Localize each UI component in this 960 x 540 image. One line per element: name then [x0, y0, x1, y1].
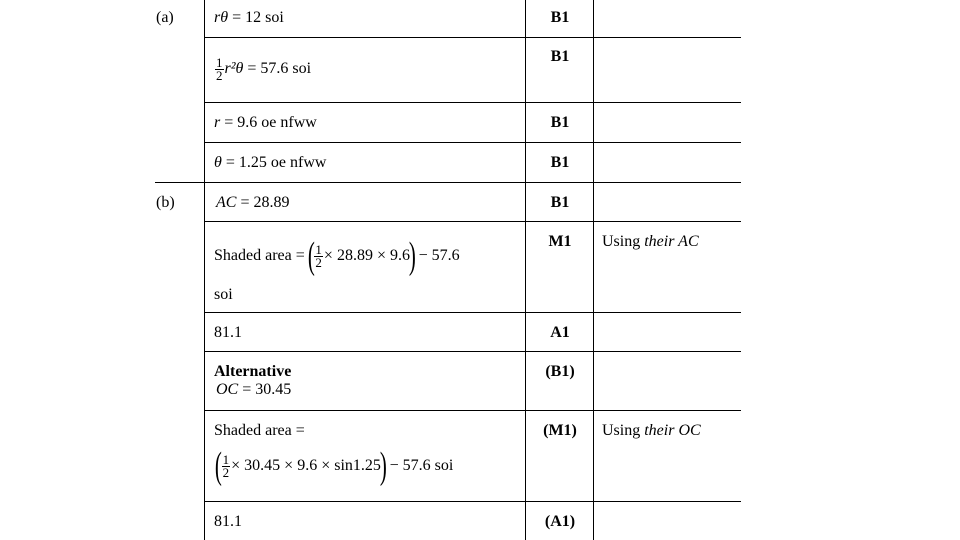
bracket-open: (	[214, 445, 222, 488]
mark-cell: A1	[550, 324, 570, 341]
answer-text: = 9.6 oe nfww	[220, 114, 317, 131]
answer-cell	[216, 194, 289, 212]
mark-cell: (B1)	[545, 363, 575, 380]
answer-cell	[214, 154, 326, 172]
row-divider	[204, 102, 741, 103]
answer-cell	[214, 236, 460, 276]
mark-cell: B1	[550, 154, 570, 171]
math-expression: rθ	[214, 9, 229, 26]
mark-cell: (M1)	[543, 422, 577, 439]
mark-cell: B1	[550, 114, 570, 131]
answer-text: = 1.25 oe nfww	[221, 154, 327, 171]
answer-text: = 12 soi	[228, 9, 284, 26]
math-expression: × 30.45 × 9.6 × sin1.25	[231, 457, 381, 474]
mark-cell: M1	[548, 233, 572, 250]
comment-cell	[602, 422, 701, 440]
answer-cell	[216, 381, 291, 399]
comment-text: their OC	[644, 422, 701, 439]
bracket-close: )	[408, 235, 416, 278]
answer-text: = 28.89	[236, 194, 290, 211]
row-divider	[204, 221, 741, 222]
fraction-numerator: 1	[315, 241, 322, 257]
answer-text: = 57.6 soi	[243, 60, 312, 77]
mark-cell: B1	[550, 48, 570, 65]
row-divider	[204, 410, 741, 411]
comment-text: Using	[602, 422, 645, 439]
answer-cell: 81.1	[214, 513, 242, 530]
answer-text: − 57.6	[414, 247, 460, 264]
mark-cell: B1	[550, 9, 570, 26]
comment-cell	[602, 233, 699, 251]
fraction	[314, 241, 323, 270]
column-divider-part	[204, 0, 205, 540]
fraction	[215, 54, 224, 83]
fraction-denominator: 2	[222, 464, 230, 480]
row-divider	[204, 142, 741, 143]
comment-text: their AC	[644, 233, 699, 250]
part-label-a: (a)	[156, 9, 174, 26]
fraction	[222, 451, 231, 480]
row-divider	[204, 501, 741, 502]
row-divider	[204, 37, 741, 38]
answer-cell	[214, 9, 284, 27]
math-expression: AC	[216, 194, 237, 211]
answer-text: − 57.6 soi	[385, 457, 454, 474]
math-expression: × 28.89 × 9.6	[323, 247, 410, 264]
column-divider-answer	[525, 0, 526, 540]
column-divider-mark	[593, 0, 594, 540]
alternative-heading: Alternative	[214, 363, 292, 380]
fraction-denominator: 2	[315, 254, 322, 270]
answer-cell: 81.1	[214, 324, 242, 341]
mark-cell: B1	[550, 194, 570, 211]
part-label-b: (b)	[156, 194, 175, 211]
answer-label: Shaded area =	[214, 422, 305, 439]
fraction-denominator: 2	[216, 67, 223, 83]
answer-cell	[214, 114, 317, 132]
row-divider	[155, 182, 741, 183]
answer-text: Shaded area =	[214, 247, 309, 264]
answer-cell	[216, 446, 453, 486]
bracket-close: )	[379, 445, 387, 488]
math-expression: r²θ	[224, 60, 244, 77]
answer-text: = 30.45	[238, 381, 292, 398]
fraction-numerator: 1	[216, 54, 223, 70]
math-expression: θ	[214, 154, 222, 171]
row-divider	[204, 312, 741, 313]
fraction-numerator: 1	[222, 451, 230, 467]
mark-cell: (A1)	[544, 513, 576, 530]
bracket-open: (	[307, 235, 315, 278]
comment-text: Using	[602, 233, 645, 250]
math-expression: OC	[216, 381, 239, 398]
row-divider	[204, 351, 741, 352]
math-expression: r	[214, 114, 221, 131]
answer-cell	[214, 52, 311, 86]
soi-note: soi	[214, 286, 233, 303]
